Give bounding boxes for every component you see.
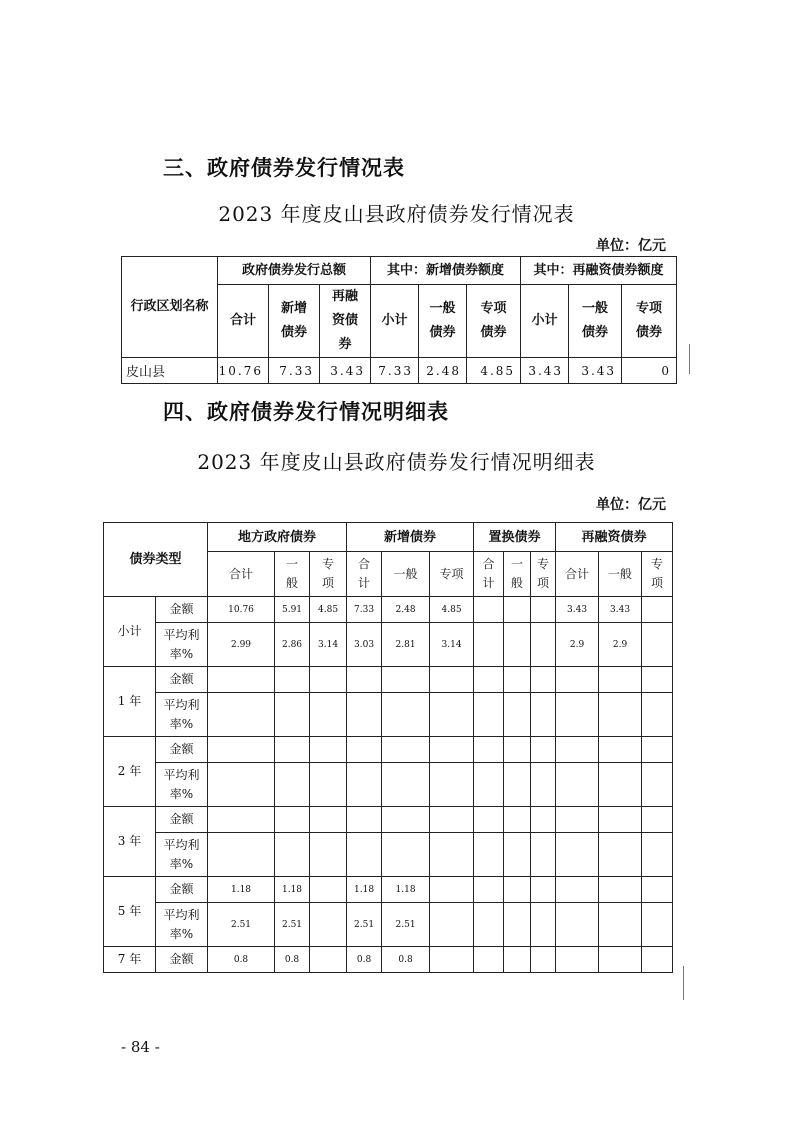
rate-cell	[208, 833, 275, 877]
amount-cell	[556, 667, 599, 693]
group-header-refinance: 再融资债券	[556, 523, 673, 552]
table-row	[104, 833, 673, 877]
rate-cell	[474, 693, 504, 737]
amount-cell	[430, 667, 474, 693]
amount-cell	[208, 667, 275, 693]
amount-cell: 0.8	[382, 947, 430, 973]
sub-header: 一般债券	[569, 285, 622, 358]
rate-cell	[275, 833, 310, 877]
rate-cell: 2.51	[382, 903, 430, 947]
bond-issuance-detail-table	[103, 522, 673, 973]
rate-cell	[504, 833, 531, 877]
sub-header: 一般	[275, 552, 310, 597]
amount-cell	[347, 667, 382, 693]
amount-cell	[310, 667, 347, 693]
amount-cell: 7.33	[347, 597, 382, 623]
rate-cell	[430, 903, 474, 947]
sub-header: 小计	[371, 285, 419, 358]
rate-cell	[382, 763, 430, 807]
table-row	[104, 877, 673, 903]
scan-edge-line	[683, 966, 684, 1000]
amount-cell	[430, 807, 474, 833]
amount-cell	[531, 737, 556, 763]
amount-cell	[208, 807, 275, 833]
rate-cell	[310, 693, 347, 737]
section3-heading: 三、政府债券发行情况表	[163, 156, 405, 180]
group-header-replacement: 置换债券	[474, 523, 556, 552]
amount-cell	[556, 807, 599, 833]
term-label: 小计	[104, 597, 156, 667]
amount-cell	[275, 807, 310, 833]
rate-cell: 3.14	[310, 623, 347, 667]
rate-cell	[474, 833, 504, 877]
amount-cell	[310, 947, 347, 973]
rate-cell	[310, 903, 347, 947]
amount-label: 金额	[156, 807, 208, 833]
sub-header: 合计	[208, 552, 275, 597]
amount-cell	[275, 737, 310, 763]
sub-header: 小计	[521, 285, 569, 358]
rate-label: 平均利率%	[156, 833, 208, 877]
rate-cell	[504, 623, 531, 667]
rate-label: 平均利率%	[156, 903, 208, 947]
amount-cell	[347, 807, 382, 833]
table1-title: 2023 年度皮山县政府债券发行情况表	[218, 202, 575, 226]
table-row	[104, 807, 673, 833]
sub-header: 一般	[599, 552, 642, 597]
table-row	[104, 903, 673, 947]
amount-cell	[347, 737, 382, 763]
sub-header: 合计	[474, 552, 504, 597]
rate-cell	[642, 693, 673, 737]
rate-cell: 2.9	[556, 623, 599, 667]
rate-cell	[310, 763, 347, 807]
group-header-refinance: 其中：再融资债券额度	[521, 257, 677, 285]
amount-cell	[599, 807, 642, 833]
table-row	[122, 358, 677, 384]
rate-cell	[642, 903, 673, 947]
rate-cell	[504, 903, 531, 947]
term-label: 7 年	[104, 947, 156, 973]
rate-cell	[430, 763, 474, 807]
cell-value: 3.43	[521, 358, 569, 384]
region-name: 皮山县	[122, 358, 218, 384]
sub-header: 专项	[531, 552, 556, 597]
amount-cell: 0.8	[347, 947, 382, 973]
rate-cell	[556, 833, 599, 877]
rate-cell	[474, 763, 504, 807]
cell-value: 3.43	[569, 358, 622, 384]
table-row	[104, 737, 673, 763]
rate-cell: 2.99	[208, 623, 275, 667]
cell-value: 10.76	[218, 358, 269, 384]
rate-cell	[556, 763, 599, 807]
amount-cell: 4.85	[430, 597, 474, 623]
amount-cell	[642, 597, 673, 623]
amount-cell	[310, 737, 347, 763]
bond-type-header: 债券类型	[104, 523, 208, 597]
amount-cell	[599, 667, 642, 693]
amount-cell	[474, 667, 504, 693]
amount-label: 金额	[156, 737, 208, 763]
cell-value: 3.43	[320, 358, 371, 384]
sub-header: 合计	[347, 552, 382, 597]
rate-cell	[599, 903, 642, 947]
rate-cell	[208, 763, 275, 807]
amount-cell	[430, 947, 474, 973]
amount-cell	[642, 877, 673, 903]
rate-cell	[599, 833, 642, 877]
table2-unit: 单位：亿元	[596, 497, 666, 513]
rate-cell	[531, 693, 556, 737]
section4-heading: 四、政府债券发行情况明细表	[163, 400, 449, 424]
rate-cell	[275, 693, 310, 737]
table-row	[104, 763, 673, 807]
amount-cell	[310, 877, 347, 903]
amount-cell: 5.91	[275, 597, 310, 623]
amount-cell	[556, 737, 599, 763]
table-row	[104, 597, 673, 623]
rate-label: 平均利率%	[156, 693, 208, 737]
rate-cell	[474, 623, 504, 667]
rate-cell	[208, 693, 275, 737]
amount-cell	[531, 807, 556, 833]
rate-cell: 3.14	[430, 623, 474, 667]
rate-label: 平均利率%	[156, 623, 208, 667]
amount-cell	[208, 737, 275, 763]
rate-cell	[531, 903, 556, 947]
cell-value: 7.33	[269, 358, 320, 384]
rate-cell	[347, 833, 382, 877]
amount-cell	[474, 807, 504, 833]
amount-cell	[382, 667, 430, 693]
amount-cell	[556, 877, 599, 903]
term-label: 3 年	[104, 807, 156, 877]
amount-cell: 1.18	[275, 877, 310, 903]
rate-cell	[275, 763, 310, 807]
amount-label: 金额	[156, 947, 208, 973]
rate-cell	[430, 833, 474, 877]
cell-value: 7.33	[371, 358, 419, 384]
amount-cell: 4.85	[310, 597, 347, 623]
bond-issuance-summary-table	[121, 256, 677, 384]
amount-cell: 3.43	[556, 597, 599, 623]
table1-unit: 单位：亿元	[596, 238, 666, 254]
rate-cell	[556, 903, 599, 947]
sub-header: 新增债券	[269, 285, 320, 358]
amount-cell	[504, 737, 531, 763]
rate-cell	[382, 833, 430, 877]
rate-cell	[531, 623, 556, 667]
amount-cell	[504, 597, 531, 623]
cell-value: 4.85	[467, 358, 521, 384]
cell-value: 2.48	[419, 358, 467, 384]
rate-cell	[599, 693, 642, 737]
rate-cell	[430, 693, 474, 737]
rate-cell	[642, 623, 673, 667]
term-label: 1 年	[104, 667, 156, 737]
amount-cell	[474, 737, 504, 763]
amount-cell	[599, 737, 642, 763]
amount-cell	[474, 597, 504, 623]
amount-cell: 1.18	[347, 877, 382, 903]
rate-cell	[310, 833, 347, 877]
rate-cell	[474, 903, 504, 947]
sub-header: 一般	[382, 552, 430, 597]
rate-cell: 2.51	[208, 903, 275, 947]
amount-cell	[504, 807, 531, 833]
table-row	[104, 667, 673, 693]
table-row	[104, 623, 673, 667]
amount-cell	[642, 737, 673, 763]
amount-cell	[504, 947, 531, 973]
rate-cell	[347, 763, 382, 807]
group-header-new: 新增债券	[347, 523, 474, 552]
amount-cell: 2.48	[382, 597, 430, 623]
amount-cell: 1.18	[208, 877, 275, 903]
amount-cell	[642, 807, 673, 833]
amount-label: 金额	[156, 667, 208, 693]
cell-value: 0	[622, 358, 677, 384]
amount-cell: 10.76	[208, 597, 275, 623]
amount-cell	[599, 877, 642, 903]
page-number: - 84 -	[121, 1038, 160, 1056]
amount-cell: 3.43	[599, 597, 642, 623]
amount-cell: 1.18	[382, 877, 430, 903]
sub-header: 合计	[218, 285, 269, 358]
region-header: 行政区划名称	[122, 257, 218, 358]
amount-cell	[531, 877, 556, 903]
rate-cell: 2.81	[382, 623, 430, 667]
sub-header: 再融资债券	[320, 285, 371, 358]
amount-cell	[382, 737, 430, 763]
rate-cell	[642, 763, 673, 807]
rate-cell: 2.86	[275, 623, 310, 667]
amount-cell	[430, 737, 474, 763]
sub-header: 专项	[430, 552, 474, 597]
amount-cell	[531, 597, 556, 623]
sub-header: 合计	[556, 552, 599, 597]
amount-cell	[310, 807, 347, 833]
rate-cell	[382, 693, 430, 737]
amount-label: 金额	[156, 877, 208, 903]
table-row	[104, 693, 673, 737]
amount-cell	[504, 667, 531, 693]
sub-header: 专项债券	[622, 285, 677, 358]
rate-cell	[556, 693, 599, 737]
amount-cell: 0.8	[208, 947, 275, 973]
rate-cell	[599, 763, 642, 807]
amount-cell	[531, 667, 556, 693]
amount-label: 金额	[156, 597, 208, 623]
group-header-local: 地方政府债券	[208, 523, 347, 552]
sub-header: 专项	[310, 552, 347, 597]
amount-cell	[474, 947, 504, 973]
table-row	[104, 947, 673, 973]
table2-title: 2023 年度皮山县政府债券发行情况明细表	[197, 450, 596, 474]
rate-cell	[504, 693, 531, 737]
amount-cell	[599, 947, 642, 973]
amount-cell: 0.8	[275, 947, 310, 973]
amount-cell	[642, 667, 673, 693]
rate-cell: 3.03	[347, 623, 382, 667]
amount-cell	[474, 877, 504, 903]
rate-cell	[347, 693, 382, 737]
rate-cell	[504, 763, 531, 807]
term-label: 5 年	[104, 877, 156, 947]
rate-cell	[642, 833, 673, 877]
sub-header: 专项	[642, 552, 673, 597]
rate-cell	[531, 833, 556, 877]
amount-cell	[275, 667, 310, 693]
term-label: 2 年	[104, 737, 156, 807]
sub-header: 一般	[504, 552, 531, 597]
scan-edge-line	[689, 344, 690, 374]
amount-cell	[556, 947, 599, 973]
group-header-new: 其中：新增债券额度	[371, 257, 521, 285]
rate-cell: 2.51	[275, 903, 310, 947]
amount-cell	[642, 947, 673, 973]
amount-cell	[430, 877, 474, 903]
sub-header: 专项债券	[467, 285, 521, 358]
rate-cell	[531, 763, 556, 807]
amount-cell	[531, 947, 556, 973]
rate-cell: 2.9	[599, 623, 642, 667]
amount-cell	[504, 877, 531, 903]
rate-label: 平均利率%	[156, 763, 208, 807]
amount-cell	[382, 807, 430, 833]
rate-cell: 2.51	[347, 903, 382, 947]
sub-header: 一般债券	[419, 285, 467, 358]
group-header-total: 政府债券发行总额	[218, 257, 371, 285]
